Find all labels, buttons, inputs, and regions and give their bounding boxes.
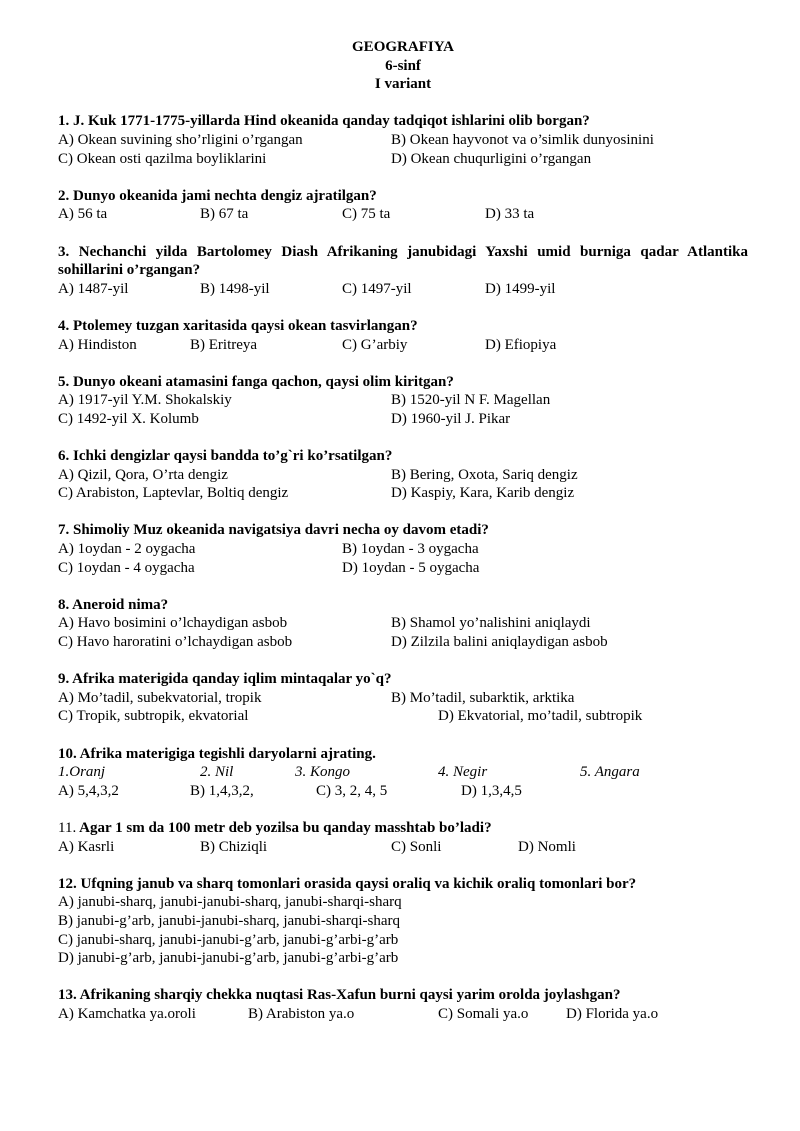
option-c: C) 1oydan - 4 oygacha (58, 559, 195, 576)
option-a: A) 1oydan - 2 oygacha (58, 541, 196, 558)
option-d: D) Ekvatorial, mo’tadil, subtropik (438, 708, 643, 725)
question-10 (58, 745, 748, 801)
option-a: A) Havo bosimini o’lchaydigan asbob (58, 615, 288, 632)
option-d: D) Nomli (518, 838, 576, 855)
option-d: D) 33 ta (485, 206, 535, 223)
option-b: B) Eritreya (190, 336, 258, 353)
option-c: C) Havo haroratini o’lchaydigan asbob (58, 634, 293, 650)
river-item-2: 2. Nil (200, 764, 234, 781)
question-text: 6. Ichki dengizlar qaysi bandda to’g`ri ko’rsatilgan? (58, 448, 393, 465)
option-d: D) 1oydan - 5 oygacha (342, 559, 480, 576)
option-c: C) 3, 2, 4, 5 (316, 782, 388, 799)
question-7 (58, 521, 748, 577)
option-c: C) Sonli (391, 838, 442, 855)
option-c: C) 75 ta (342, 206, 391, 223)
option-c: C) G’arbiy (342, 336, 408, 353)
option-a: A) Hindiston (58, 336, 137, 353)
question-text: 5. Dunyo okeani atamasini fanga qachon, qaysi olim kiritgan? (58, 373, 454, 390)
option-c: C) Somali ya.o (438, 1005, 529, 1022)
river-item-5: 5. Angara (580, 764, 640, 781)
option-b: B) Mo’tadil, subarktik, arktika (391, 689, 575, 706)
option-c: C) janubi-sharq, janubi-janubi-g’arb, janubi-g’arbi-g’arb (58, 931, 399, 948)
option-d: D) Florida ya.o (566, 1005, 659, 1022)
subject-title: GEOGRAFIYA (352, 39, 454, 55)
variant-label: I variant (374, 76, 432, 93)
test-header (58, 38, 748, 94)
option-a: A) Kasrli (58, 838, 115, 855)
question-number: 11. (58, 819, 77, 836)
option-d: D) 1,3,4,5 (461, 782, 522, 799)
question-text: 2. Dunyo okeanida jami nechta dengiz ajratilgan? (58, 187, 377, 204)
option-a: A) 56 ta (58, 206, 108, 223)
option-a: A) 1917-yil Y.M. Shokalskiy (58, 392, 232, 409)
test-page (58, 38, 748, 1023)
option-d: D) 1960-yil J. Pikar (391, 410, 511, 427)
question-4 (58, 317, 748, 354)
option-a: A) 1487-yil (58, 280, 129, 297)
option-c: C) Okean osti qazilma boyliklarini (58, 150, 267, 167)
option-a: A) Okean suvining sho’rligini o’rgangan (58, 131, 303, 148)
river-item-3: 3. Kongo (295, 764, 351, 781)
option-b: B) Bering, Oxota, Sariq dengiz (391, 466, 578, 483)
river-item-1: 1.Oranj (58, 764, 106, 781)
question-text: 9. Afrika materigida qanday iqlim mintaqalar yo`q? (58, 671, 392, 688)
option-d: D) janubi-g’arb, janubi-janubi-g’arb, janubi-g’arbi-g’arb (58, 950, 399, 967)
option-c: C) Tropik, subtropik, ekvatorial (58, 708, 249, 725)
question-1 (58, 112, 748, 168)
option-b: B) 1,4,3,2, (190, 782, 254, 799)
question-12 (58, 875, 748, 968)
option-c: C) Arabiston, Laptevlar, Boltiq dengiz (58, 485, 289, 502)
option-b: B) 1520-yil N F. Magellan (391, 392, 551, 409)
question-text: 3. Nechanchi yilda Bartolomey Diash Afrikaning janubidagi Yaxshi umid burniga qadar Atlantika sohillarini o’rgangan? (58, 243, 748, 279)
option-a: A) Mo’tadil, subekvatorial, tropik (58, 689, 262, 706)
question-text: 1. J. Kuk 1771-1775-yillarda Hind okeanida qanday tadqiqot ishlarini olib borgan? (58, 113, 590, 130)
question-8 (58, 596, 748, 652)
question-text: 12. Ufqning janub va sharq tomonlari orasida qaysi oraliq va kichik oraliq tomonlari bor? (58, 875, 637, 892)
option-d: D) Efiopiya (485, 336, 557, 353)
question-text: 4. Ptolemey tuzgan xaritasida qaysi okean tasvirlangan? (58, 317, 418, 334)
question-6 (58, 447, 748, 503)
question-9 (58, 670, 748, 726)
option-d: D) Okean chuqurligini o’rgangan (391, 150, 592, 167)
option-b: B) Okean hayvonot va o’simlik dunyosinini (391, 131, 654, 148)
option-d: D) Zilzila balini aniqlaydigan asbob (391, 634, 608, 650)
option-d: D) 1499-yil (485, 280, 556, 297)
question-11 (58, 819, 748, 856)
question-3 (58, 243, 748, 299)
question-5 (58, 373, 748, 429)
question-text: 8. Aneroid nima? (58, 596, 169, 613)
option-b: B) 1oydan - 3 oygacha (342, 541, 479, 558)
question-body: Agar 1 sm da 100 metr deb yozilsa bu qanday masshtab bo’ladi? (79, 819, 492, 836)
question-text (58, 819, 748, 838)
option-b: B) Chiziqli (200, 838, 268, 855)
question-13 (58, 986, 748, 1023)
option-b: B) 1498-yil (200, 280, 270, 297)
river-item-4: 4. Negir (438, 764, 488, 781)
option-a: A) 5,4,3,2 (58, 782, 119, 799)
option-a: A) Kamchatka ya.oroli (58, 1005, 196, 1022)
question-2 (58, 187, 748, 224)
option-a: A) Qizil, Qora, O’rta dengiz (58, 466, 228, 483)
option-b: B) 67 ta (200, 206, 249, 223)
option-c: C) 1497-yil (342, 280, 412, 297)
question-text: 13. Afrikaning sharqiy chekka nuqtasi Ras-Xafun burni qaysi yarim orolda joylashgan? (58, 987, 621, 1004)
option-d: D) Kaspiy, Kara, Karib dengiz (391, 485, 575, 502)
question-text: 7. Shimoliy Muz okeanida navigatsiya davri necha oy davom etadi? (58, 522, 489, 539)
option-c: C) 1492-yil X. Kolumb (58, 410, 199, 427)
option-a: A) janubi-sharq, janubi-janubi-sharq, janubi-sharqi-sharq (58, 894, 402, 911)
option-b: B) Shamol yo’nalishini aniqlaydi (391, 615, 591, 632)
option-b: B) janubi-g’arb, janubi-janubi-sharq, janubi-sharqi-sharq (58, 912, 400, 929)
grade-label: 6-sinf (385, 57, 421, 74)
question-text: 10. Afrika materigiga tegishli daryolarni ajrating. (58, 745, 376, 762)
option-b: B) Arabiston ya.o (248, 1005, 355, 1022)
